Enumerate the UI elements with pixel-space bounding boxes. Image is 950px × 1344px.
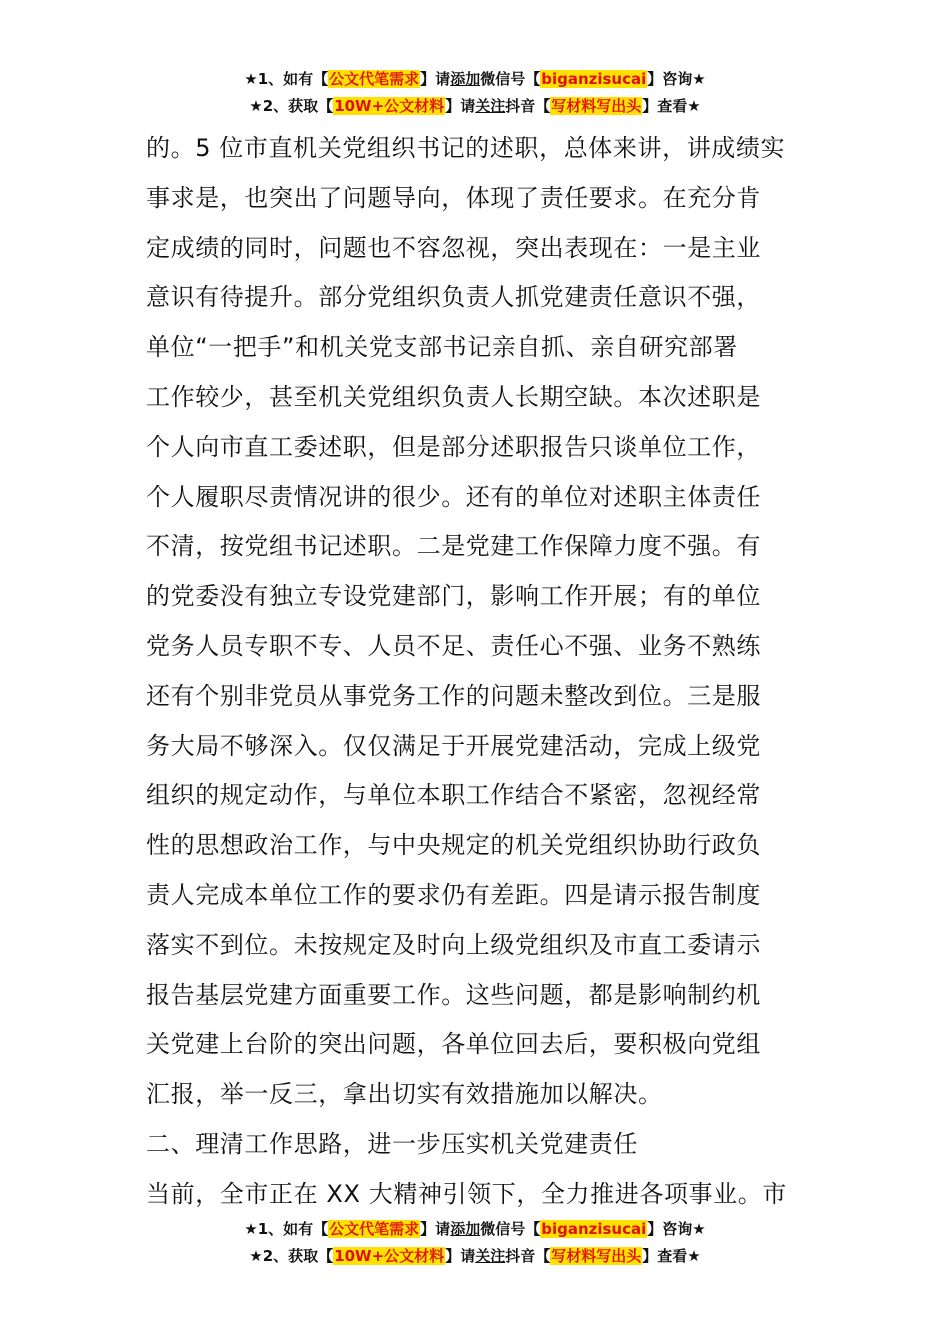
body-line: 个人向市直工委述职，但是部分述职报告只谈单位工作， — [146, 432, 761, 461]
body-line: 性的思想政治工作，与中央规定的机关党组织协助行政负 — [146, 831, 761, 860]
highlight-wechat-id: biganzisucai — [541, 1220, 647, 1238]
body-line: 当前，全市正在 XX 大精神引领下，全力推进各项事业。市 — [146, 1179, 787, 1208]
body-line: 报告基层党建方面重要工作。这些问题，都是影响制约机 — [146, 980, 761, 1009]
body-line: 的党委没有独立专设党建部门，影响工作开展；有的单位 — [146, 582, 761, 611]
banner-line-1: ★1、如有【公文代笔需求】请添加微信号【biganzisucai】咨询★ — [244, 1220, 706, 1238]
body-line: 事求是，也突出了问题导向，体现了责任要求。在充分肯 — [146, 183, 761, 212]
body-line: 的。5 位市直机关党组织书记的述职，总体来讲，讲成绩实 — [146, 134, 786, 162]
body-line: 意识有待提升。部分党组织负责人抓党建责任意识不强， — [146, 283, 761, 312]
body-line: 党务人员专职不专、人员不足、责任心不强、业务不熟练 — [146, 631, 761, 660]
section-heading: 二、理清工作思路，进一步压实机关党建责任 — [146, 1129, 638, 1158]
highlight-materials: 10W+公文材料 — [334, 97, 445, 115]
highlight-douyin: 写材料写出头 — [551, 1247, 642, 1265]
highlight-service: 公文代笔需求 — [329, 70, 420, 88]
highlight-service: 公文代笔需求 — [329, 1220, 420, 1238]
footer-banner — [0, 1216, 950, 1270]
body-line: 定成绩的同时，问题也不容忽视，突出表现在：一是主业 — [146, 233, 761, 262]
body-line: 个人履职尽责情况讲的很少。还有的单位对述职主体责任 — [146, 482, 761, 511]
highlight-materials: 10W+公文材料 — [334, 1247, 445, 1265]
body-line: 务大局不够深入。仅仅满足于开展党建活动，完成上级党 — [146, 731, 761, 760]
body-line: 落实不到位。未按规定及时向上级党组织及市直工委请示 — [146, 930, 761, 959]
body-line: 单位“一把手”和机关党支部书记亲自抓、亲自研究部署 — [146, 333, 738, 362]
highlight-douyin: 写材料写出头 — [551, 97, 642, 115]
body-line: 汇报，举一反三，拿出切实有效措施加以解决。 — [146, 1080, 663, 1109]
body-line: 责人完成本单位工作的要求仍有差距。四是请示报告制度 — [146, 880, 761, 909]
header-banner — [0, 66, 950, 120]
body-line: 工作较少，甚至机关党组织负责人长期空缺。本次述职是 — [146, 382, 761, 411]
body-line: 还有个别非党员从事党务工作的问题未整改到位。三是服 — [146, 681, 761, 710]
body-line: 不清，按党组书记述职。二是党建工作保障力度不强。有 — [146, 532, 761, 561]
document-body — [146, 124, 810, 1220]
banner-line-2: ★2、获取【10W+公文材料】请关注抖音【写材料写出头】查看★ — [249, 97, 701, 115]
banner-line-2: ★2、获取【10W+公文材料】请关注抖音【写材料写出头】查看★ — [249, 1247, 701, 1265]
body-line: 关党建上台阶的突出问题，各单位回去后，要积极向党组 — [146, 1030, 761, 1059]
banner-line-1: ★1、如有【公文代笔需求】请添加微信号【biganzisucai】咨询★ — [244, 70, 706, 88]
highlight-wechat-id: biganzisucai — [541, 70, 647, 88]
body-line: 组织的规定动作，与单位本职工作结合不紧密，忽视经常 — [146, 781, 761, 810]
